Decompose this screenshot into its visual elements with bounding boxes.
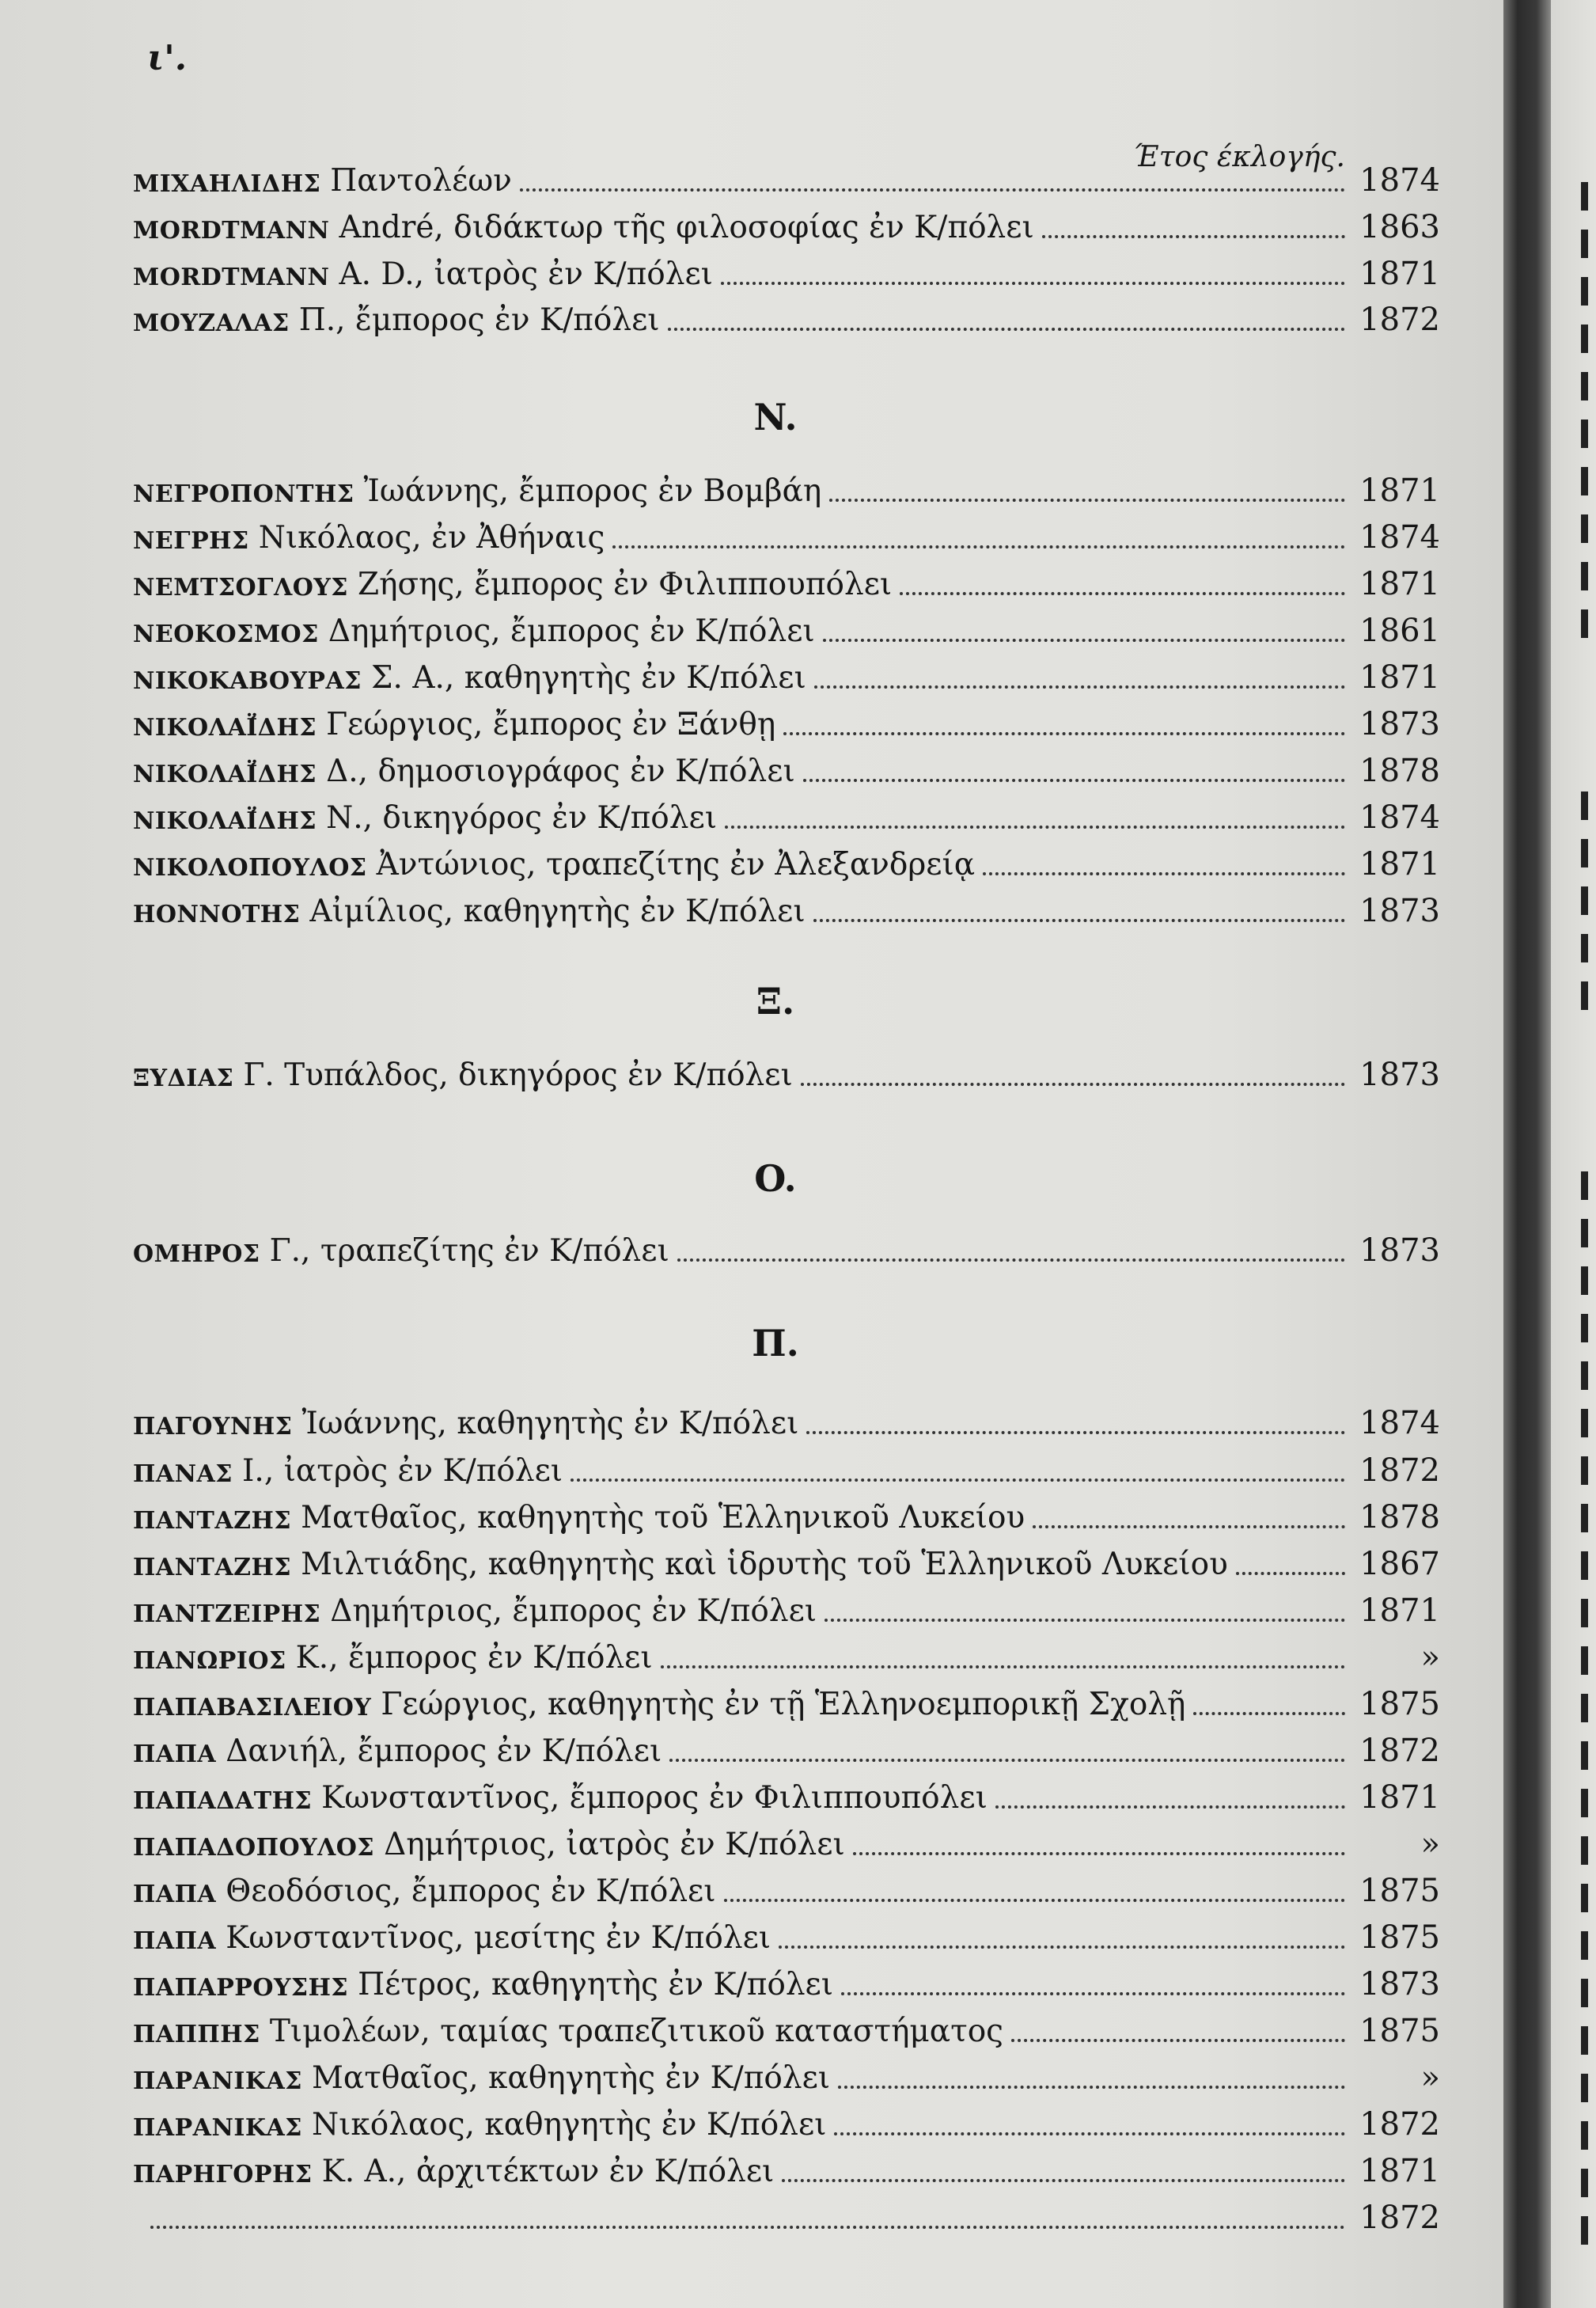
dot-leader bbox=[803, 779, 1345, 782]
entry-surname: ΝΙΚΟΚΑΒΟΥΡΑΣ bbox=[133, 667, 362, 695]
entry-description: Γ. Τυπάλδος, δικηγόρος ἐν Κ/πόλει bbox=[243, 1057, 793, 1093]
dot-leader bbox=[669, 1759, 1345, 1762]
text-stub bbox=[1581, 2026, 1588, 2055]
entry-year: » bbox=[1420, 2059, 1440, 2096]
text-stub bbox=[1581, 2121, 1588, 2150]
section-letter: N. bbox=[753, 396, 798, 438]
entry-description: Ἀντώνιος, τραπεζίτης ἐν Ἀλεξανδρείᾳ bbox=[376, 847, 976, 883]
text-stub bbox=[1581, 277, 1588, 306]
entry-description: Π., ἔμπορος ἐν Κ/πόλει bbox=[298, 302, 660, 338]
list-item bbox=[133, 1766, 1440, 1816]
text-stub bbox=[1581, 562, 1588, 590]
list-item bbox=[133, 1719, 1440, 1767]
entry-year: 1873 bbox=[1359, 706, 1440, 742]
dot-leader bbox=[721, 282, 1345, 285]
list-item bbox=[133, 599, 1440, 647]
entry-description: Γεώργιος, ἔμπορος ἐν Ξάνθῃ bbox=[326, 707, 776, 742]
entry-year: 1873 bbox=[1359, 1966, 1440, 2002]
section-letter: Π. bbox=[752, 1322, 799, 1365]
entry-surname: ΠΑΡΗΓΟΡΗΣ bbox=[133, 2161, 313, 2188]
text-stub bbox=[1581, 1646, 1588, 1675]
entry-year: 1863 bbox=[1359, 209, 1440, 245]
entry-description: Κ., ἔμπορος ἐν Κ/πόλει bbox=[295, 1640, 653, 1676]
text-stub bbox=[1581, 514, 1588, 543]
text-stub bbox=[1581, 886, 1588, 915]
entry-year: 1874 bbox=[1359, 519, 1440, 556]
entry-surname: ΝΕΟΚΟΣΜΟΣ bbox=[133, 621, 319, 648]
dot-leader bbox=[779, 1945, 1345, 1949]
list-item bbox=[133, 459, 1440, 507]
list-item bbox=[133, 1532, 1440, 1580]
text-stub bbox=[1581, 230, 1588, 258]
dot-leader bbox=[806, 1431, 1345, 1434]
entry-year: 1875 bbox=[1359, 1873, 1440, 1909]
list-item bbox=[133, 786, 1440, 836]
entry-surname: НОΝΝΟΤΗΣ bbox=[133, 901, 301, 928]
text-stub bbox=[1581, 182, 1588, 211]
text-stub bbox=[1581, 1171, 1588, 1200]
dot-leader bbox=[520, 188, 1345, 192]
entry-year: » bbox=[1420, 1826, 1440, 1862]
dot-leader bbox=[677, 1258, 1345, 1262]
book-gutter bbox=[1503, 0, 1551, 2308]
entry-description: Ι., ἰατρὸς ἐν Κ/πόλει bbox=[242, 1453, 563, 1489]
list-item bbox=[133, 2186, 1440, 2234]
entry-surname: ΠΑΠΑ bbox=[133, 1740, 217, 1768]
text-stub bbox=[1581, 1931, 1588, 1960]
list-item bbox=[133, 1999, 1440, 2047]
entry-surname: ΠΑΠΠΗΣ bbox=[133, 2021, 260, 2048]
entry-year: 1874 bbox=[1359, 1405, 1440, 1441]
entry-description: Ἰωάννης, ἔμπορος ἐν Βομβάη bbox=[363, 473, 822, 509]
entry-description: Ν., δικηγόρος ἐν Κ/πόλει bbox=[326, 800, 717, 836]
entry-surname: ΠΑΡΑΝΙΚΑΣ bbox=[133, 2114, 302, 2142]
entry-surname: ΠΑΠΑΡΡΟΥΣΗΣ bbox=[133, 1974, 349, 2002]
list-item bbox=[133, 1043, 1440, 1091]
text-stub bbox=[1581, 1551, 1588, 1580]
entry-surname: ΠΑΝΤΑΖΗΣ bbox=[133, 1554, 292, 1581]
entry-description: Νικόλαος, ἐν Ἀθήναις bbox=[258, 520, 605, 556]
text-stub bbox=[1581, 1361, 1588, 1390]
text-stub bbox=[1581, 467, 1588, 495]
dot-leader bbox=[1011, 2039, 1345, 2042]
dot-leader bbox=[834, 2132, 1345, 2135]
dot-leader bbox=[1236, 1572, 1345, 1575]
dot-leader bbox=[825, 1619, 1345, 1622]
entry-surname: ΠΑΓΟΥΝΗΣ bbox=[133, 1413, 293, 1441]
list-item bbox=[133, 833, 1440, 883]
entry-description: Ματθαῖος, καθηγητὴς τοῦ Ἑλληνικοῦ Λυκείου bbox=[301, 1500, 1025, 1536]
list-item bbox=[133, 195, 1440, 243]
year-column-header: Έτος έκλογής. bbox=[1133, 141, 1345, 173]
entry-description: Γεώργιος, καθηγητὴς ἐν τῇ Ἑλληνοεμπορικῇ Σχολῇ bbox=[381, 1687, 1186, 1722]
entry-year: 1871 bbox=[1359, 1779, 1440, 1816]
text-stub bbox=[1581, 1409, 1588, 1437]
entry-surname: ΜΙΧΑΗΛΙΔΗΣ bbox=[133, 170, 321, 198]
entry-year: 1873 bbox=[1359, 1057, 1440, 1093]
entry-description: Δημήτριος, ἔμπορος ἐν Κ/πόλει bbox=[328, 613, 815, 649]
entry-surname: ΞΥΔΙΑΣ bbox=[133, 1065, 234, 1092]
text-stub bbox=[1581, 1979, 1588, 2007]
list-item bbox=[133, 552, 1440, 600]
entry-description: Ματθαῖος, καθηγητὴς ἐν Κ/πόλει bbox=[311, 2060, 831, 2096]
entry-year: » bbox=[1420, 1639, 1440, 1676]
entry-year: 1875 bbox=[1359, 1919, 1440, 1956]
entry-description: Τιμολέων, ταμίας τραπεζιτικοῦ καταστήματος bbox=[269, 2014, 1004, 2049]
dot-leader bbox=[783, 732, 1345, 735]
dot-leader bbox=[823, 639, 1345, 642]
dot-leader bbox=[983, 872, 1345, 875]
list-item bbox=[133, 1626, 1440, 1676]
dot-leader bbox=[782, 2179, 1345, 2182]
text-stub bbox=[1581, 791, 1588, 820]
list-item bbox=[133, 1439, 1440, 1489]
entry-description: Κωνσταντῖνος, μεσίτης ἐν Κ/πόλει bbox=[226, 1920, 771, 1956]
entry-year: 1875 bbox=[1359, 1686, 1440, 1722]
list-item bbox=[133, 1859, 1440, 1907]
dot-leader bbox=[841, 1992, 1345, 1995]
dot-leader bbox=[571, 1479, 1345, 1482]
entry-surname: ΠΑΝΩΡΙΟΣ bbox=[133, 1647, 286, 1675]
entry-year: 1872 bbox=[1359, 2106, 1440, 2143]
entry-description: Δανιήλ, ἔμπορος ἐν Κ/πόλει bbox=[226, 1733, 662, 1769]
text-stub bbox=[1581, 609, 1588, 638]
dot-leader bbox=[612, 545, 1345, 549]
entry-description: Δημήτριος, ἰατρὸς ἐν Κ/πόλει bbox=[384, 1827, 845, 1862]
entry-surname: ΝΙΚΟΛΟΠΟΥΛΟΣ bbox=[133, 854, 367, 882]
entry-year: 1871 bbox=[1359, 846, 1440, 883]
entry-surname: ΠΑΡΑΝΙΚΑΣ bbox=[133, 2067, 302, 2095]
entry-year: 1871 bbox=[1359, 659, 1440, 696]
entry-year: 1871 bbox=[1359, 2153, 1440, 2189]
dot-leader bbox=[813, 919, 1345, 922]
dot-leader bbox=[661, 1665, 1345, 1668]
list-item bbox=[133, 506, 1440, 556]
entry-description: Μιλτιάδης, καθηγητὴς καὶ ἱδρυτὴς τοῦ Ἑλληνικοῦ Λυκείου bbox=[301, 1547, 1228, 1582]
entry-description: Δημήτριος, ἔμπορος ἐν Κ/πόλει bbox=[330, 1593, 817, 1629]
text-stub bbox=[1581, 419, 1588, 448]
entry-surname: ΜΟΥΖΑΛΑΣ bbox=[133, 309, 290, 337]
section-letter: O. bbox=[754, 1157, 797, 1200]
list-item bbox=[133, 693, 1440, 740]
text-stub bbox=[1581, 1789, 1588, 1817]
entry-surname: ΝΕΓΡΟΠΟΝΤΗΣ bbox=[133, 480, 354, 508]
dot-leader bbox=[829, 499, 1345, 502]
text-stub bbox=[1581, 934, 1588, 962]
entry-surname: ΝΙΚΟΛΑΪ́ΔΗΣ bbox=[133, 761, 317, 788]
text-stub bbox=[1581, 1741, 1588, 1770]
dot-leader bbox=[1193, 1712, 1345, 1715]
dot-leader bbox=[995, 1805, 1345, 1809]
dot-leader bbox=[838, 2086, 1345, 2089]
text-stub bbox=[1581, 1694, 1588, 1722]
entry-surname: ΠΑΠΑ bbox=[133, 1927, 217, 1955]
entry-description: Σ. Α., καθηγητὴς ἐν Κ/πόλει bbox=[370, 660, 806, 696]
entry-description: Αἰμίλιος, καθηγητὴς ἐν Κ/πόλει bbox=[309, 894, 806, 929]
list-item bbox=[133, 879, 1440, 927]
entry-year: 1874 bbox=[1359, 799, 1440, 836]
entry-surname: ΠΑΝΤΖΕΙΡΗΣ bbox=[133, 1600, 321, 1628]
dot-leader bbox=[1042, 235, 1345, 238]
list-item bbox=[133, 2046, 1440, 2094]
entry-description: André, διδάκτωρ τῆς φιλοσοφίας ἐν Κ/πόλει bbox=[339, 210, 1034, 245]
dot-leader bbox=[725, 826, 1345, 829]
list-item bbox=[133, 1813, 1440, 1860]
list-item bbox=[133, 242, 1440, 290]
entry-surname: ΝΕΓΡΗΣ bbox=[133, 527, 249, 555]
entry-surname: ΟΜΗΡΟΣ bbox=[133, 1240, 260, 1268]
entry-surname: ΝΙΚΟΛΑΪ́ΔΗΣ bbox=[133, 807, 317, 835]
entry-year: 1878 bbox=[1359, 1499, 1440, 1536]
text-stub bbox=[1581, 2169, 1588, 2197]
entry-year: 1872 bbox=[1359, 1452, 1440, 1489]
entry-description: Ζήσης, ἔμπορος ἐν Φιλιππουπόλει bbox=[358, 567, 893, 602]
list-item bbox=[133, 2093, 1440, 2143]
list-item bbox=[133, 1906, 1440, 1956]
entry-description: A. D., ἰατρὸς ἐν Κ/πόλει bbox=[339, 256, 713, 292]
entry-year: 1867 bbox=[1359, 1546, 1440, 1582]
entry-year: 1871 bbox=[1359, 566, 1440, 602]
text-stub bbox=[1581, 1219, 1588, 1247]
entry-year: 1872 bbox=[1359, 2200, 1440, 2236]
entry-description: Κ. Α., ἀρχιτέκτων ἐν Κ/πόλει bbox=[321, 2154, 775, 2189]
entry-year: 1878 bbox=[1359, 753, 1440, 789]
entry-surname: ΠΑΝΑΣ bbox=[133, 1460, 233, 1488]
dot-leader bbox=[1033, 1525, 1345, 1528]
entry-year: 1874 bbox=[1359, 162, 1440, 199]
entry-year: 1861 bbox=[1359, 613, 1440, 649]
entry-surname: ΠΑΠΑ bbox=[133, 1881, 217, 1908]
entry-year: 1872 bbox=[1359, 1733, 1440, 1769]
list-item bbox=[133, 1672, 1440, 1720]
entry-year: 1872 bbox=[1359, 302, 1440, 338]
dot-leader bbox=[814, 685, 1345, 689]
entry-description: Δ., δημοσιογράφος ἐν Κ/πόλει bbox=[326, 754, 795, 789]
list-item bbox=[133, 1219, 1440, 1269]
entry-description: Ἰωάννης, καθηγητὴς ἐν Κ/πόλει bbox=[301, 1406, 799, 1441]
text-stub bbox=[1581, 1314, 1588, 1342]
list-item bbox=[133, 1486, 1440, 1536]
text-stub bbox=[1581, 1456, 1588, 1485]
dot-leader bbox=[150, 2226, 1345, 2229]
text-stub bbox=[1581, 1884, 1588, 1912]
entry-year: 1871 bbox=[1359, 256, 1440, 292]
list-item bbox=[133, 739, 1440, 787]
text-stub bbox=[1581, 1504, 1588, 1532]
text-stub bbox=[1581, 839, 1588, 867]
entry-surname: ΠΑΠΑΔΑΤΗΣ bbox=[133, 1787, 313, 1815]
text-stub bbox=[1581, 1599, 1588, 1627]
entry-description: Θεοδόσιος, ἔμπορος ἐν Κ/πόλει bbox=[226, 1873, 716, 1909]
text-stub bbox=[1581, 2074, 1588, 2102]
text-stub bbox=[1581, 2216, 1588, 2245]
text-stub bbox=[1581, 325, 1588, 353]
entry-year: 1871 bbox=[1359, 1592, 1440, 1629]
list-item bbox=[133, 2139, 1440, 2187]
dot-leader bbox=[724, 1899, 1345, 1902]
text-stub bbox=[1581, 1266, 1588, 1295]
entry-description: Παντολέων bbox=[330, 163, 512, 199]
entry-description: Νικόλαος, καθηγητὴς ἐν Κ/πόλει bbox=[311, 2107, 827, 2143]
list-item bbox=[133, 646, 1440, 696]
text-stub bbox=[1581, 1836, 1588, 1865]
list-item bbox=[133, 1953, 1440, 2000]
page-number: ι'. bbox=[147, 38, 188, 78]
dot-leader bbox=[900, 592, 1345, 595]
entry-description: Γ., τραπεζίτης ἐν Κ/πόλει bbox=[269, 1233, 669, 1269]
entry-year: 1873 bbox=[1359, 1232, 1440, 1269]
entry-year: 1873 bbox=[1359, 893, 1440, 929]
text-stub bbox=[1581, 981, 1588, 1010]
entry-year: 1875 bbox=[1359, 2013, 1440, 2049]
list-item bbox=[133, 149, 1440, 199]
entry-surname: ΠΑΝΤΑΖΗΣ bbox=[133, 1507, 292, 1535]
entry-surname: ΠΑΠΑΒΑΣΙΛΕΙΟΥ bbox=[133, 1694, 372, 1722]
text-stub bbox=[1581, 372, 1588, 400]
section-letter: Ξ. bbox=[756, 980, 795, 1023]
list-item bbox=[133, 1579, 1440, 1627]
entry-year: 1871 bbox=[1359, 473, 1440, 509]
entry-description: Πέτρος, καθηγητὴς ἐν Κ/πόλει bbox=[358, 1967, 834, 2002]
list-item bbox=[133, 1391, 1440, 1439]
adjacent-page-edge bbox=[1551, 0, 1596, 2308]
entry-surname: ΠΑΠΑΔΟΠΟΥΛΟΣ bbox=[133, 1834, 375, 1862]
entry-surname: ΝΙΚΟΛΑΪ́ΔΗΣ bbox=[133, 714, 317, 742]
list-item bbox=[133, 288, 1440, 336]
dot-leader bbox=[801, 1083, 1345, 1086]
entry-surname: MORDTMANN bbox=[133, 264, 330, 291]
entry-surname: ΝΕΜΤΣΟΓΛΟΥΣ bbox=[133, 574, 348, 602]
dot-leader bbox=[668, 328, 1345, 331]
entry-description: Κωνσταντῖνος, ἔμπορος ἐν Φιλιππουπόλει bbox=[321, 1780, 988, 1816]
entry-surname: MORDTMANN bbox=[133, 217, 330, 245]
dot-leader bbox=[853, 1852, 1345, 1855]
